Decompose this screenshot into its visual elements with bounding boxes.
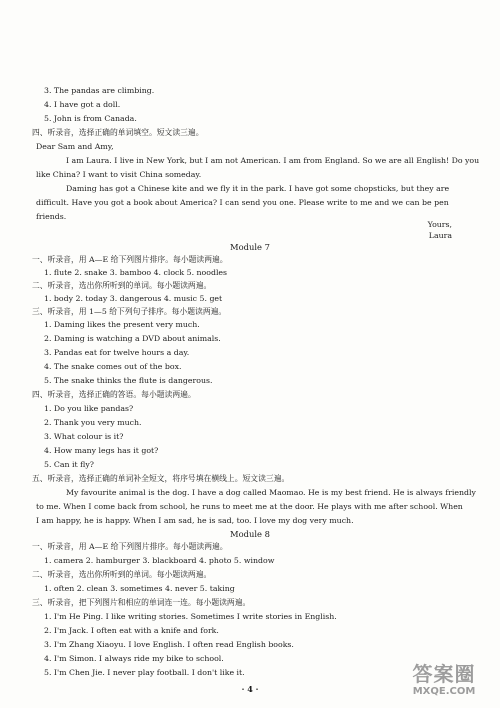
passage-line: My favourite animal is the dog. I have a dog called Maomao. He is my best friend. He is always friendly <box>66 488 476 497</box>
section-heading: 一、听录音，用 A—E 给下列图片排序。每小题读两遍。 <box>32 255 228 264</box>
text-line: 1. often 2. clean 3. sometimes 4. never 5. taking <box>44 584 235 593</box>
text-line: 4. I have got a doll. <box>44 100 121 109</box>
section-heading: 四、听录音，选择正确的单词填空。短文读三遍。 <box>32 128 204 137</box>
text-line: 4. The snake comes out of the box. <box>44 362 182 371</box>
section-heading: 二、听录音，选出你所听到的单词。每小题读两遍。 <box>32 570 212 579</box>
section-heading: 三、听录音，把下列图片和相应的单词连一连。每小题读两遍。 <box>32 598 251 607</box>
letter-signature: Laura <box>428 231 452 240</box>
text-line: 2. Daming is watching a DVD about animals. <box>44 334 221 343</box>
text-line: 3. The pandas are climbing. <box>44 86 155 95</box>
section-heading: 一、听录音，用 A—E 给下列图片排序。每小题读两遍。 <box>32 542 228 551</box>
section-heading: 四、听录音，选择正确的答语。每小题读两遍。 <box>32 390 196 399</box>
section-heading: 二、听录音，选出你所听到的单词。每小题读两遍。 <box>32 281 212 290</box>
passage-line: I am happy, he is happy. When I am sad, he is sad, too. I love my dog very much. <box>36 516 354 525</box>
text-line: 5. The snake thinks the flute is dangerous. <box>44 376 213 385</box>
module-title: Module 8 <box>230 529 270 539</box>
text-line: 1. I'm He Ping. I like writing stories. Sometimes I write stories in English. <box>44 612 337 621</box>
text-line: 1. Do you like pandas? <box>44 404 134 413</box>
text-line: 2. I'm Jack. I often eat with a knife and fork. <box>44 626 219 635</box>
letter-salutation: Dear Sam and Amy, <box>36 142 114 151</box>
text-line: 1. body 2. today 3. dangerous 4. music 5. get <box>44 294 223 303</box>
text-line: 5. I'm Chen Jie. I never play football. I don't like it. <box>44 668 245 677</box>
text-line: 1. flute 2. snake 3. bamboo 4. clock 5. noodles <box>44 268 228 277</box>
text-line: 3. What colour is it? <box>44 432 124 441</box>
section-heading: 三、听录音，用 1—5 给下列句子排序。每小题读两遍。 <box>32 307 227 316</box>
passage-line: difficult. Have you got a book about America? I can send you one. Please write to me and we can be pen <box>36 198 449 207</box>
text-line: 5. Can it fly? <box>44 460 94 469</box>
text-line: 5. John is from Canada. <box>44 114 137 123</box>
text-line: 2. Thank you very much. <box>44 418 142 427</box>
text-line: 1. Daming likes the present very much. <box>44 320 200 329</box>
text-line: 4. I'm Simon. I always ride my bike to school. <box>44 654 224 663</box>
passage-line: friends. <box>36 212 67 221</box>
watermark-url: MXQE.COM <box>412 686 476 697</box>
passage-line: to me. When I come back from school, he runs to meet me at the door. He plays with me after school. When <box>36 502 463 511</box>
text-line: 3. Pandas eat for twelve hours a day. <box>44 348 190 357</box>
module-title: Module 7 <box>230 242 270 252</box>
passage-line: like China? I want to visit China someday. <box>36 170 202 179</box>
watermark-text: 答案圈 <box>412 662 476 686</box>
text-line: 4. How many legs has it got? <box>44 446 159 455</box>
passage-line: Daming has got a Chinese kite and we fly it in the park. I have got some chopsticks, but they are <box>66 184 450 193</box>
passage-line: I am Laura. I live in New York, but I am not American. I am from England. So we are all English! Do you <box>66 156 480 165</box>
letter-closing: Yours, <box>427 220 452 229</box>
watermark-logo <box>398 662 490 702</box>
text-line: 3. I'm Zhang Xiaoyu. I love English. I often read English books. <box>44 640 294 649</box>
page-number: · 4 · <box>241 684 259 694</box>
text-line: 1. camera 2. hamburger 3. blackboard 4. photo 5. window <box>44 556 275 565</box>
section-heading: 五、听录音，选择正确的单词补全短文，将序号填在横线上。短文读三遍。 <box>32 474 290 483</box>
